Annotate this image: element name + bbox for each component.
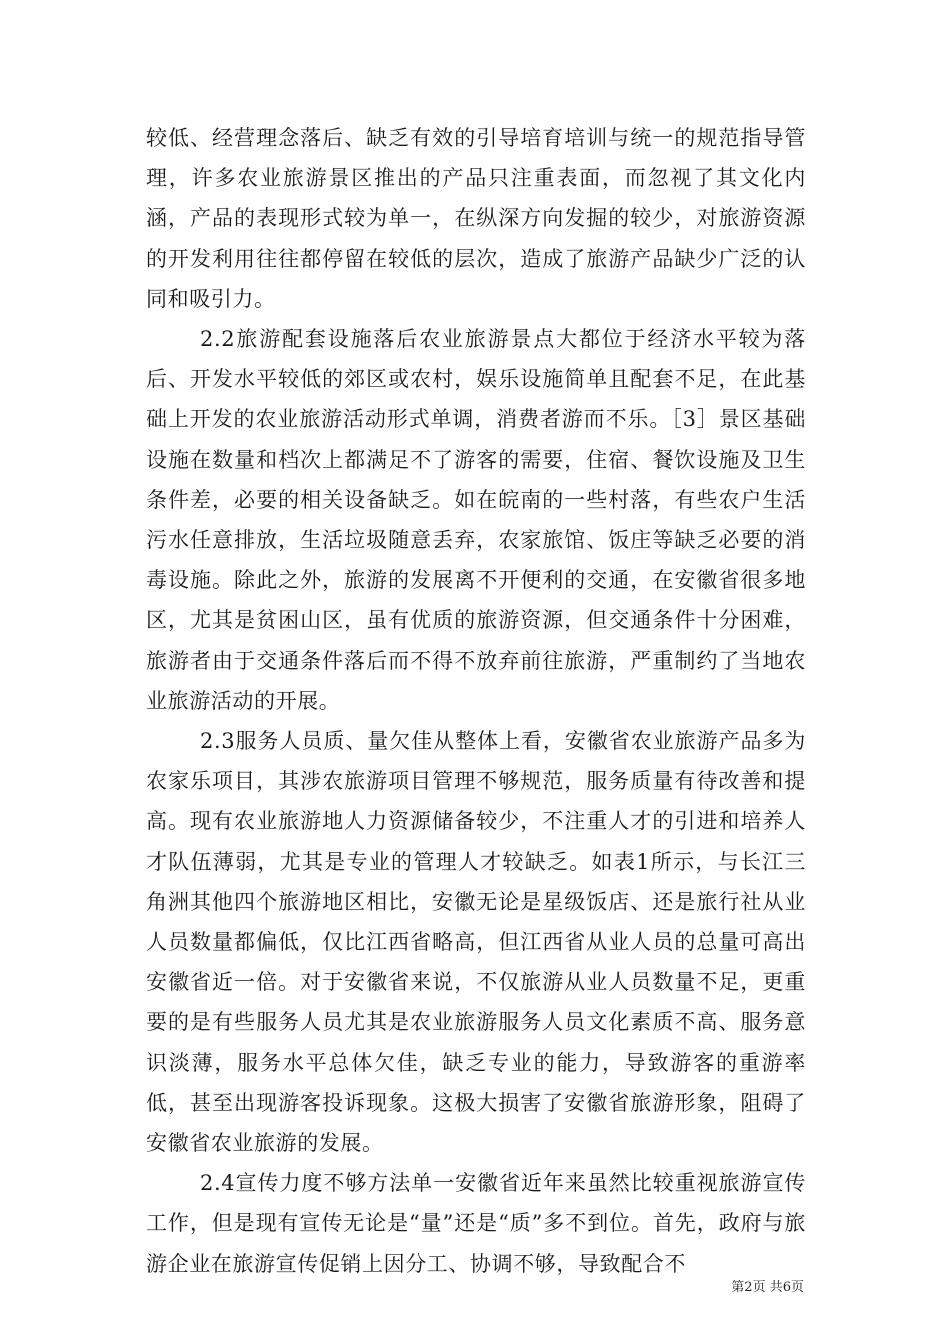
paragraph-section-2-3: 2.3服务人员质、量欠佳从整体上看，安徽省农业旅游产品多为农家乐项目，其涉农旅游项目管理不够规范，服务质量有待改善和提高。现有农业旅游地人力资源储备较少，不注重人才的引进和培养人才队伍薄弱，尤其是专业的管理人才较缺乏。如表1所示，与长江三角洲其他四个旅游地区相比，安徽无论是星级饭店、还是旅行社从业人员数量都偏低，仅比江西省略高，但江西省从业人员的总量可高出安徽省近一倍。对于安徽省来说，不仅旅游从业人员数量不足，更重要的是有些服务人员尤其是农业旅游服务人员文化素质不高、服务意识淡薄，服务水平总体欠佳，缺乏专业的能力，导致游客的重游率低，甚至出现游客投诉现象。这极大损害了安徽省旅游形象，阻碍了安徽省农业旅游的发展。 <box>146 729 806 1156</box>
paragraph-section-2-4: 2.4宣传力度不够方法单一安徽省近年来虽然比较重视旅游宣传工作，但是现有宣传无论是“量”还是“质”多不到位。首先，政府与旅游企业在旅游宣传促销上因分工、协调不够，导致配合不 <box>146 1171 806 1276</box>
footer-total-pages: 6 <box>782 1280 791 1295</box>
paragraph-continued: 较低、经营理念落后、缺乏有效的引导培育培训与统一的规范指导管理，许多农业旅游景区推出的产品只注重表面，而忽视了其文化内涵，产品的表现形式较为单一，在纵深方向发掘的较少，对旅游资源的开发利用往往都停留在较低的层次，造成了旅游产品缺少广泛的认同和吸引力。 <box>146 126 806 311</box>
page-footer <box>731 1276 804 1295</box>
footer-prefix: 第 <box>731 1280 745 1295</box>
document-body <box>146 118 806 1284</box>
footer-middle: 页 共 <box>752 1280 783 1295</box>
footer-suffix: 页 <box>790 1280 804 1295</box>
footer-current-page: 2 <box>744 1280 753 1295</box>
paragraph-section-2-2: 2.2旅游配套设施落后农业旅游景点大都位于经济水平较为落后、开发水平较低的郊区或农村，娱乐设施简单且配套不足，在此基础上开发的农业旅游活动形式单调，消费者游而不乐。［3］景区基础设施在数量和档次上都满足不了游客的需要，住宿、餐饮设施及卫生条件差，必要的相关设备缺乏。如在皖南的一些村落，有些农户生活污水任意排放，生活垃圾随意丢弃，农家旅馆、饭庄等缺乏必要的消毒设施。除此之外，旅游的发展离不开便利的交通，在安徽省很多地区，尤其是贫困山区，虽有优质的旅游资源，但交通条件十分困难，旅游者由于交通条件落后而不得不放弃前往旅游，严重制约了当地农业旅游活动的开展。 <box>146 327 806 713</box>
